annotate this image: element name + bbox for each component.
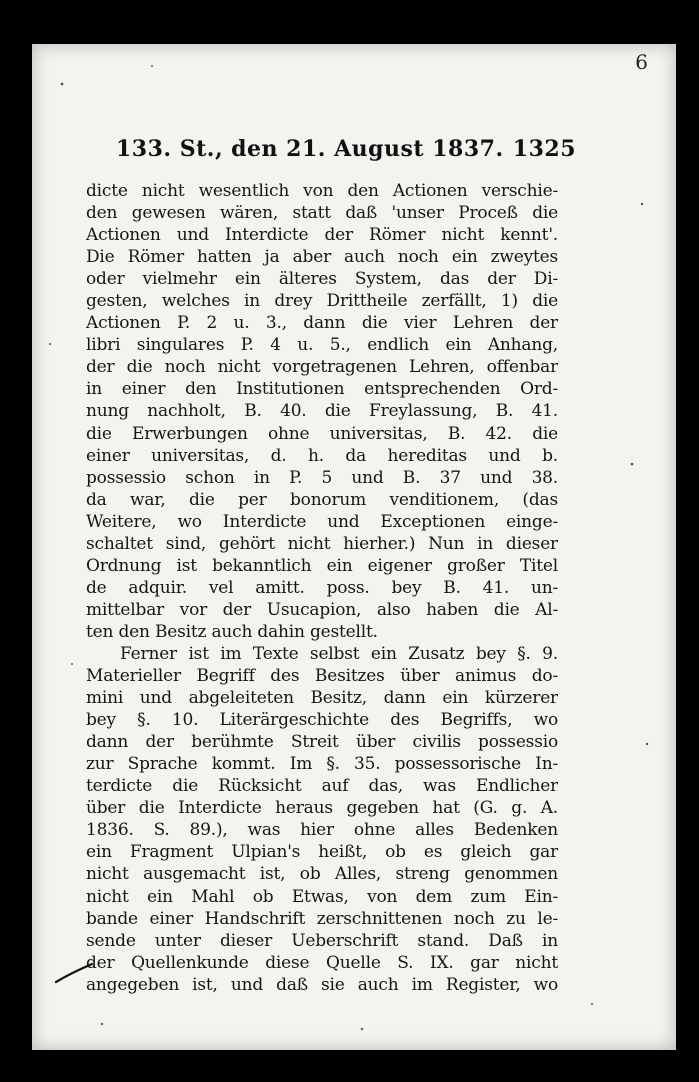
- text-line: bande einer Handschrift zerschnittenen noch zu le-: [86, 908, 558, 929]
- issue-number: 133. St.,: [116, 136, 224, 162]
- text-line: nicht ein Mahl ob Etwas, von dem zum Ein-: [86, 886, 558, 907]
- text-line: mittelbar vor der Usucapion, also haben die Al-: [86, 599, 558, 620]
- text-line: 1836. S. 89.), was hier ohne alles Bedenken: [86, 820, 558, 841]
- margin-pen-stroke: [54, 956, 94, 986]
- text-line: nung nachholt, B. 40. die Freylassung, B. 41.: [86, 401, 558, 422]
- text-line: schaltet sind, gehört nicht hierher.) Nun in dieser: [86, 533, 558, 554]
- text-line: ein Fragment Ulpian's heißt, ob es gleich gar: [86, 842, 558, 863]
- text-line: gesten, welches in drey Drittheile zerfällt, 1) die: [86, 291, 558, 312]
- running-header: [116, 136, 576, 162]
- text-line: der die noch nicht vorgetragenen Lehren, offenbar: [86, 357, 558, 378]
- text-line: nicht ausgemacht ist, ob Alles, streng genommen: [86, 864, 558, 885]
- text-line: mini und abgeleiteten Besitz, dann ein kürzerer: [86, 688, 558, 709]
- text-line: einer universitas, d. h. da hereditas und b.: [86, 445, 558, 466]
- text-line: Ferner ist im Texte selbst ein Zusatz bey §. 9.: [120, 643, 558, 664]
- text-line: zur Sprache kommt. Im §. 35. possessorische In-: [86, 754, 558, 775]
- archive-page-number: 6: [635, 50, 648, 74]
- text-line: Actionen P. 2 u. 3., dann die vier Lehren der: [86, 313, 558, 334]
- text-line: die Erwerbungen ohne universitas, B. 42. die: [86, 423, 558, 444]
- text-line: oder vielmehr ein älteres System, das der Di-: [86, 269, 558, 290]
- text-line: Ordnung ist bekanntlich ein eigener großer Titel: [86, 555, 558, 576]
- book-page: [32, 44, 676, 1050]
- page-number: 1325: [512, 136, 576, 162]
- text-line: terdicte die Rücksicht auf das, was Endlicher: [86, 776, 558, 797]
- text-line: angegeben ist, und daß sie auch im Register, wo: [86, 974, 558, 995]
- body-text: [86, 180, 558, 996]
- header-date: den 21. August 1837.: [231, 136, 504, 162]
- text-line: über die Interdicte heraus gegeben hat (G. g. A.: [86, 798, 558, 819]
- text-line: libri singulares P. 4 u. 5., endlich ein Anhang,: [86, 335, 558, 356]
- text-line: in einer den Institutionen entsprechenden Ord-: [86, 379, 558, 400]
- text-line: Die Römer hatten ja aber auch noch ein zweytes: [86, 247, 558, 268]
- text-line: bey §. 10. Literärgeschichte des Begriffs, wo: [86, 710, 558, 731]
- text-line: dicte nicht wesentlich von den Actionen verschie-: [86, 181, 558, 201]
- text-line: ten den Besitz auch dahin gestellt.: [86, 621, 378, 642]
- text-line: Materieller Begriff des Besitzes über animus do-: [86, 666, 558, 687]
- text-line: Weitere, wo Interdicte und Exceptionen einge-: [86, 511, 558, 532]
- text-line: der Quellenkunde diese Quelle S. IX. gar nicht: [86, 952, 558, 973]
- text-line: den gewesen wären, statt daß 'unser Proceß die: [86, 203, 558, 224]
- text-line: possessio schon in P. 5 und B. 37 und 38.: [86, 467, 558, 488]
- text-line: sende unter dieser Ueberschrift stand. Daß in: [86, 930, 558, 951]
- text-line: Actionen und Interdicte der Römer nicht kennt'.: [86, 225, 558, 246]
- text-line: dann der berühmte Streit über civilis possessio: [86, 732, 558, 753]
- text-line: de adquir. vel amitt. poss. bey B. 41. un-: [86, 577, 558, 598]
- text-line: da war, die per bonorum venditionem, (das: [86, 489, 558, 510]
